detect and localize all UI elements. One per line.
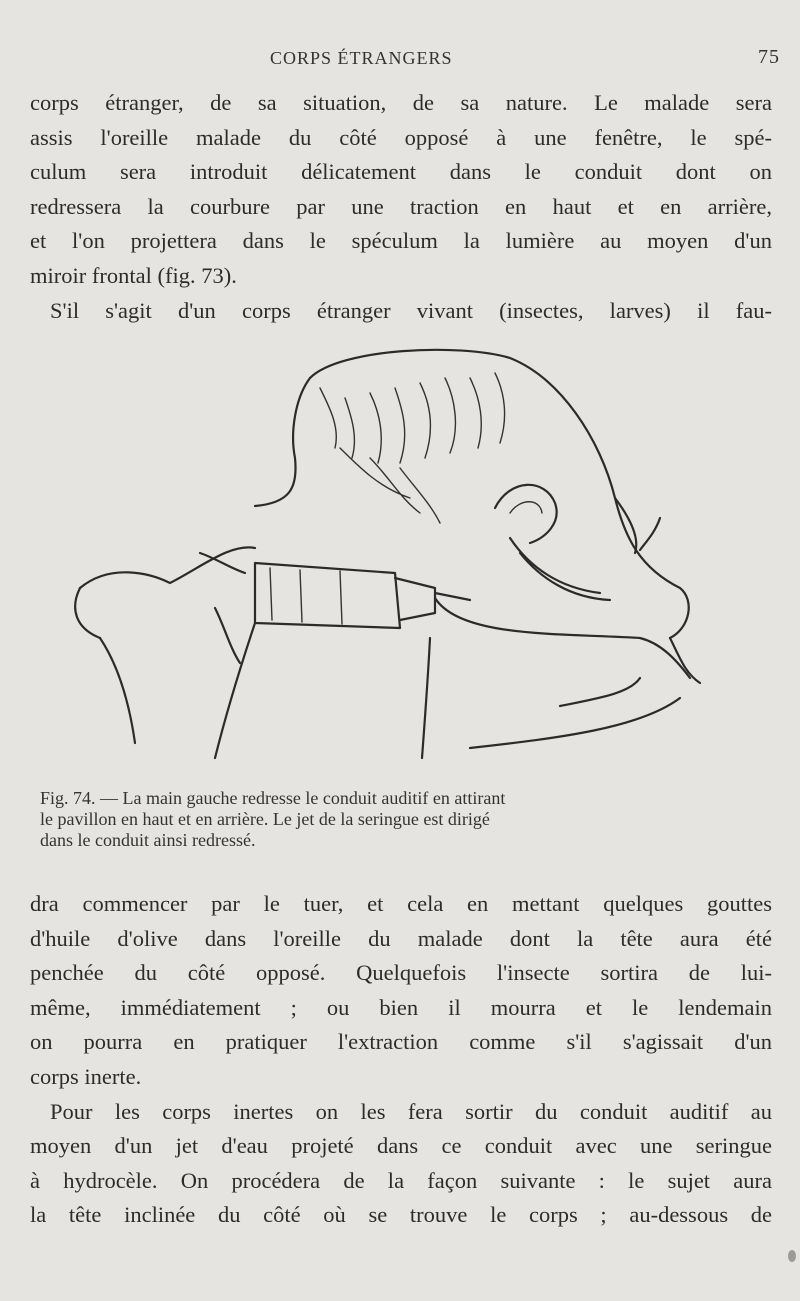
caption-line: Fig. 74. — La main gauche redresse le conduit auditif en attirant (40, 788, 506, 808)
paragraph-before-figure (30, 86, 772, 328)
text-line: culum sera introduit délicatement dans le conduit dont on (30, 159, 772, 185)
page-blemish (788, 1250, 796, 1262)
text-line: on pourra en pratiquer l'extraction comme s'il s'agissait d'un (30, 1029, 772, 1055)
running-title: CORPS ÉTRANGERS (270, 48, 453, 68)
text-line: Pour les corps inertes on les fera sortir du conduit auditif au (50, 1098, 772, 1124)
text-line: corps étranger, de sa situation, de sa nature. Le malade sera (30, 90, 772, 115)
text-line: même, immédiatement ; ou bien il mourra et le lendemain (30, 994, 772, 1020)
figure-illustration (40, 338, 760, 783)
paragraph-after-figure (30, 887, 772, 1233)
text-line: assis l'oreille malade du côté opposé à une fenêtre, le spé- (30, 124, 772, 150)
ear-syringe-drawing (40, 338, 760, 783)
text-line: et l'on projettera dans le spéculum la lumière au moyen d'un (30, 228, 772, 254)
text-line: moyen d'un jet d'eau projeté dans ce conduit avec une seringue (30, 1133, 772, 1159)
text-line: penchée du côté opposé. Quelquefois l'insecte sortira de lui- (30, 960, 772, 986)
text-line: miroir frontal (fig. 73). (30, 262, 237, 288)
text-line: corps inerte. (30, 1063, 142, 1089)
figure-caption (40, 788, 770, 851)
text-line: d'huile d'olive dans l'oreille du malade dont la tête aura été (30, 925, 772, 951)
text-line: S'il s'agit d'un corps étranger vivant (insectes, larves) il fau- (50, 297, 772, 323)
caption-line: le pavillon en haut et en arrière. Le jet de la seringue est dirigé (40, 809, 490, 829)
caption-line: dans le conduit ainsi redressé. (40, 830, 256, 850)
running-head (0, 44, 800, 70)
text-line: à hydrocèle. On procédera de la façon suivante : le sujet aura (30, 1167, 772, 1193)
text-line: redressera la courbure par une traction en haut et en arrière, (30, 193, 772, 219)
text-line: dra commencer par le tuer, et cela en mettant quelques gouttes (30, 891, 772, 916)
text-line: la tête inclinée du côté où se trouve le corps ; au-dessous de (30, 1202, 772, 1228)
page-number: 75 (758, 46, 780, 68)
